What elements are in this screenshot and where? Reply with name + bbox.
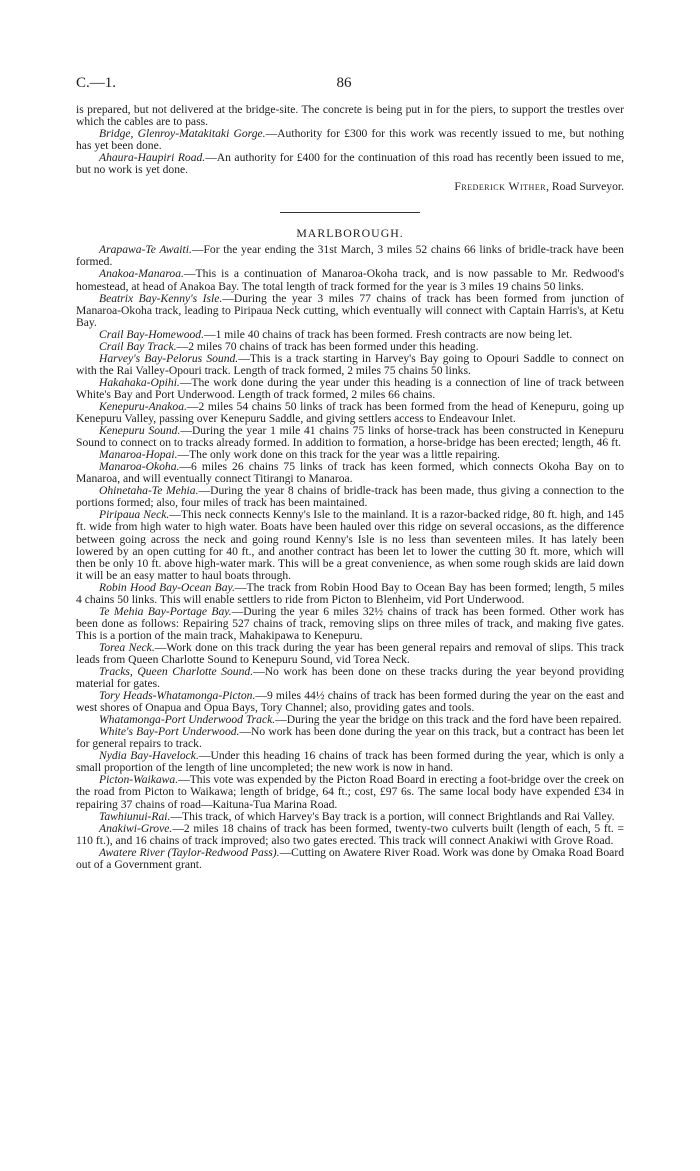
paragraph-text: —Work done on this track during the year has been general repairs and removal of slips. This track leads from Queen Charlotte Sound to Kenepuru Sound, vid Torea Neck.: [76, 640, 625, 666]
paragraph-text: —This neck connects Kenny's Isle to the mainland. It is a razor-backed ridge, 80 ft. high, and 145 ft. wide from high water to high water. Boats have been hauled over this ridge on several occasions, as the difference between going across the neck and going round Kenny's Isle is no less than seventeen miles. It has lately been lowered by an open cutting for 40 ft., and another contract has been let to lower the cutting 30 ft. more, which will then be only 10 ft. above high-water mark. This will be a great convenience, as when some rough skids are laid down it will be an easy matter to haul boats through.: [76, 508, 624, 582]
document-reference: C.—1.: [76, 75, 117, 91]
paragraph-heading: Piripaua Neck.: [99, 508, 170, 522]
paragraph: [76, 377, 624, 401]
paragraph-text: —During the year the bridge on this track and the ford have been repaired.: [275, 713, 622, 727]
paragraph-heading: White's Bay-Port Underwood.: [99, 725, 240, 739]
paragraph-heading: Anakoa-Manaroa.: [99, 267, 184, 281]
paragraph-heading: Manaroa-Okoha.: [99, 460, 180, 474]
paragraph-text: —Authority for £300 for this work was recently issued to me, but nothing has yet been done.: [76, 127, 624, 153]
paragraph-text: —2 miles 54 chains 50 links of track has been formed from the head of Kenepuru, going up Kenepuru Valley, passing over Kenepuru Saddle, and giving settlers access to Endeavour Inlet.: [76, 399, 624, 426]
paragraph: [76, 823, 624, 847]
paragraph-heading: Whatamonga-Port Underwood Track.: [99, 713, 276, 727]
section-paragraphs: [76, 244, 624, 870]
signature-title: , Road Surveyor.: [546, 180, 624, 194]
paragraph-heading: Te Mehia Bay-Portage Bay.: [99, 604, 232, 618]
paragraph-text: —9 miles 44½ chains of track has been formed during the year on the east and west shores of Onapua and Opua Bays, Tory Channel; also, providing gates and tools.: [76, 689, 624, 715]
paragraph-text: —6 miles 26 chains 75 links of track has keen formed, which connects Okoha Bay on to Manaroa, and will eventually connect Titirangi to Manaroa.: [76, 460, 624, 486]
paragraph-heading: Tracks, Queen Charlotte Sound.: [99, 665, 254, 679]
paragraph-text: —The only work done on this track for the year was a little repairing.: [177, 448, 501, 462]
paragraph-text: —This track, of which Harvey's Bay track is a portion, will connect Brightlands and Rai Valley.: [170, 809, 615, 823]
paragraph-text: —This is a track starting in Harvey's Bay going to Opouri Saddle to connect on with the Rai Valley-Opouri track. Length of track formed, 2 miles 75 chains 50 links.: [76, 351, 624, 377]
paragraph-heading: Kenepuru Sound.: [99, 424, 181, 438]
paragraph-heading: Tory Heads-Whatamonga-Picton.: [99, 689, 256, 703]
paragraph: [76, 690, 624, 714]
paragraph-text: —No work has been done on these tracks during the year beyond providing material for gates.: [76, 665, 624, 691]
page-number: 86: [336, 75, 352, 91]
paragraph-text: —During the year 1 mile 41 chains 75 links of horse-track has been constructed in Kenepuru Sound to connect on to tracks already formed. In addition to formation, a horse-bridge has been erected; length, 46 ft.: [76, 424, 624, 450]
paragraph: [76, 461, 624, 485]
paragraph-heading: Picton-Waikawa.: [99, 773, 179, 787]
paragraph-heading: Robin Hood Bay-Ocean Bay.: [99, 580, 235, 594]
paragraph: [76, 353, 624, 377]
paragraph: [76, 128, 624, 152]
paragraph-text: —The track from Robin Hood Bay to Ocean Bay has been formed; length, 5 miles 4 chains 50 links. This will enable settlers to ride from Picton to Blenheim, vid Port Underwood.: [76, 580, 624, 606]
paragraph-text: —Cutting on Awatere River Road. Work was done by Omaka Road Board out of a Government grant.: [76, 845, 624, 871]
signature: [76, 181, 624, 193]
paragraph-text: —During the year 3 miles 77 chains of track has been formed from junction of Manaroa-Okoha track, leading to Piripaua Neck cutting, which eventually will connect with Captain Harris's, at Ketu Bay.: [76, 291, 624, 329]
paragraph: [76, 750, 624, 774]
paragraph-text: —This vote was expended by the Picton Road Board in erecting a foot-bridge over the creek on the road from Picton to Waikawa; length of bridge, 64 ft.; cost, £97 6s. The same local body have expended £34 in repairing 37 chains of road—Kaituna-Tua Marina Road.: [76, 773, 624, 811]
paragraph-heading: Crail Bay-Homewood.: [99, 327, 204, 341]
paragraph-heading: Kenepuru-Anakoa.: [99, 399, 187, 413]
paragraph: [76, 425, 624, 449]
signature-name: Frederick Wither: [454, 180, 547, 194]
paragraph: [76, 293, 624, 329]
paragraph-heading: Bridge, Glenroy-Matakitaki Gorge.: [99, 127, 266, 141]
paragraph-heading: Ahaura-Haupiri Road.: [99, 151, 206, 165]
paragraph: [76, 582, 624, 606]
paragraph-heading: Hakahaka-Opihi.: [99, 375, 180, 389]
section-divider: [280, 212, 420, 213]
paragraph-heading: Harvey's Bay-Pelorus Sound.: [99, 351, 239, 365]
paragraph: [76, 485, 624, 509]
paragraph: [76, 847, 624, 871]
paragraph-heading: Nydia Bay-Havelock.: [99, 749, 199, 763]
paragraph-heading: Torea Neck.: [99, 640, 155, 654]
paragraph: [76, 509, 624, 581]
paragraph-text: —2 miles 18 chains of track has been formed, twenty-two culverts built (length of each, 5 ft. = 110 ft.), and 16 chains of track improved; also two gates erected. This track will connect Anakiwi with Grove Road.: [76, 821, 624, 847]
paragraph: [76, 401, 624, 425]
paragraph-text: —The work done during the year under this heading is a connection of line of track between White's Bay and Port Underwood. Length of track formed, 2 miles 66 chains.: [76, 375, 624, 401]
paragraph-text: —1 mile 40 chains of track has been formed. Fresh contracts are now being let.: [203, 327, 573, 341]
paragraph-heading: Beatrix Bay-Kenny's Isle.: [99, 291, 223, 305]
paragraph-text: —No work has been done during the year on this track, but a contract has been let for general repairs to track.: [76, 725, 624, 751]
paragraph-text: —An authority for £400 for the continuation of this road has recently been issued to me, but no work is yet done.: [76, 151, 624, 177]
paragraph-text: —Under this heading 16 chains of track has been formed during the year, which is only a small proportion of the length of line uncompleted; the new work is now in hand.: [76, 749, 624, 775]
paragraph: [76, 666, 624, 690]
paragraph: [76, 642, 624, 666]
paragraph-text: —2 miles 70 chains of track has been formed under this heading.: [176, 339, 479, 353]
paragraph: [76, 104, 624, 128]
paragraph-text: —For the year ending the 31st March, 3 miles 52 chains 66 links of bridle-track have been formed.: [76, 243, 624, 269]
page-body: [76, 104, 624, 871]
paragraph-heading: Awatere River (Taylor-Redwood Pass).: [99, 845, 280, 859]
paragraph: [76, 268, 624, 292]
previous-section-continuation: [76, 104, 624, 176]
paragraph: [76, 244, 624, 268]
paragraph-text: —During the year 6 miles 32½ chains of track has been formed. Other work has been done as follows: Repairing 527 chains of track, removing slips on three miles of track, and making five gates. This is a portion of the main track, Mahakipawa to Kenepuru.: [76, 604, 624, 642]
paragraph: [76, 152, 624, 176]
paragraph: [76, 726, 624, 750]
paragraph-heading: Manaroa-Hopai.: [99, 448, 178, 462]
paragraph-text: —This is a continuation of Manaroa-Okoha track, and is now passable to Mr. Redwood's homestead, at head of Anakoa Bay. The total length of track formed for the year is 3 miles 19 chains 50 links.: [76, 267, 624, 293]
paragraph-heading: Tawhiunui-Rai.: [99, 809, 171, 823]
paragraph: [76, 774, 624, 810]
paragraph-text: is prepared, but not delivered at the bridge-site. The concrete is being put in for the piers, to support the trestles over which the cables are to pass.: [76, 103, 624, 129]
section-title: MARLBOROUGH.: [296, 226, 404, 241]
paragraph-heading: Arapawa-Te Awaiti.: [99, 243, 192, 257]
paragraph-heading: Ohinetaha-Te Mehia.: [99, 484, 199, 498]
page-header: [76, 75, 612, 95]
paragraph-heading: Anakiwi-Grove.: [99, 821, 173, 835]
paragraph: [76, 606, 624, 642]
paragraph-text: —During the year 8 chains of bridle-track has been made, thus giving a connection to the portions formed; also, four miles of track has been maintained.: [76, 484, 624, 510]
paragraph-heading: Crail Bay Track.: [99, 339, 177, 353]
